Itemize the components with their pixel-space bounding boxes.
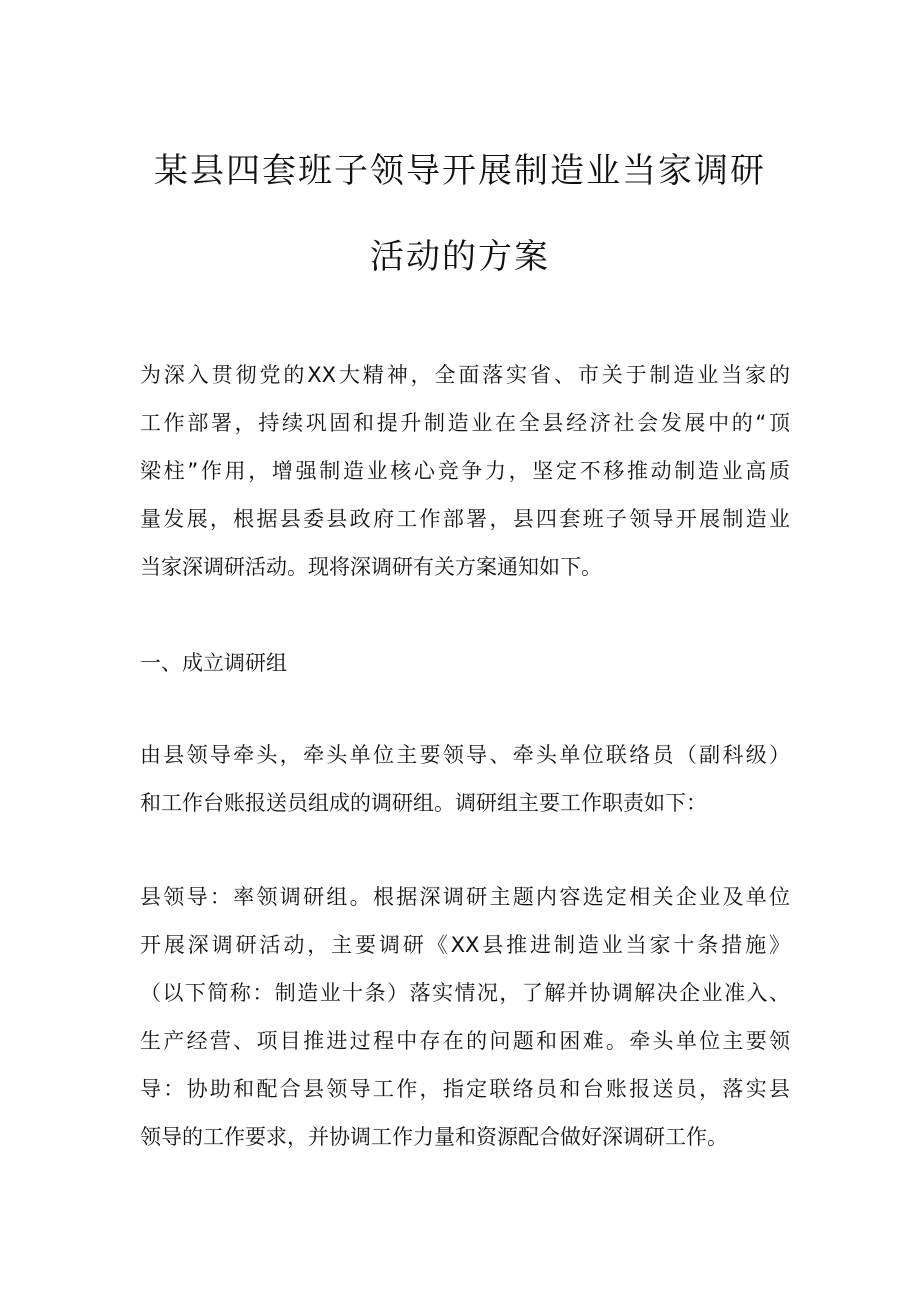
duty-line: 领导的工作要求，并协调工作力量和资源配合做好深调研工作。 [140, 1125, 728, 1149]
intro-line: 量发展，根据县委县政府工作部署，县四套班子领导开展制造业 [140, 507, 790, 531]
group-paragraph [140, 731, 790, 827]
intro-paragraph [140, 351, 790, 591]
group-line: 由县领导牵头，牵头单位主要领导、牵头单位联络员（副科级） [140, 743, 790, 767]
intro-line: 当家深调研活动。现将深调研有关方案通知如下。 [140, 555, 602, 579]
duty-paragraph [140, 873, 790, 1161]
intro-line: 为深入贯彻党的XX大精神，全面落实省、市关于制造业当家的 [140, 363, 790, 387]
duty-line: 导：协助和配合县领导工作，指定联络员和台账报送员，落实县 [140, 1077, 790, 1101]
section-1-heading: 一、成立调研组 [140, 651, 287, 675]
intro-line: 工作部署，持续巩固和提升制造业在全县经济社会发展中的“顶 [140, 411, 790, 435]
group-line: 和工作台账报送员组成的调研组。调研组主要工作职责如下： [140, 791, 707, 815]
document-title-line-2: 活动的方案 [370, 237, 550, 277]
intro-line: 梁柱”作用，增强制造业核心竞争力，坚定不移推动制造业高质 [140, 459, 790, 483]
duty-line: （以下简称：制造业十条）落实情况，了解并协调解决企业准入、 [140, 981, 790, 1005]
duty-line: 开展深调研活动，主要调研《XX县推进制造业当家十条措施》 [140, 933, 790, 957]
section-1-heading-block [140, 639, 790, 687]
document-title-line-1: 某县四套班子领导开展制造业当家调研 [154, 151, 766, 191]
duty-line: 生产经营、项目推进过程中存在的问题和困难。牵头单位主要领 [140, 1029, 790, 1053]
duty-line: 县领导：率领调研组。根据深调研主题内容选定相关企业及单位 [140, 885, 790, 909]
